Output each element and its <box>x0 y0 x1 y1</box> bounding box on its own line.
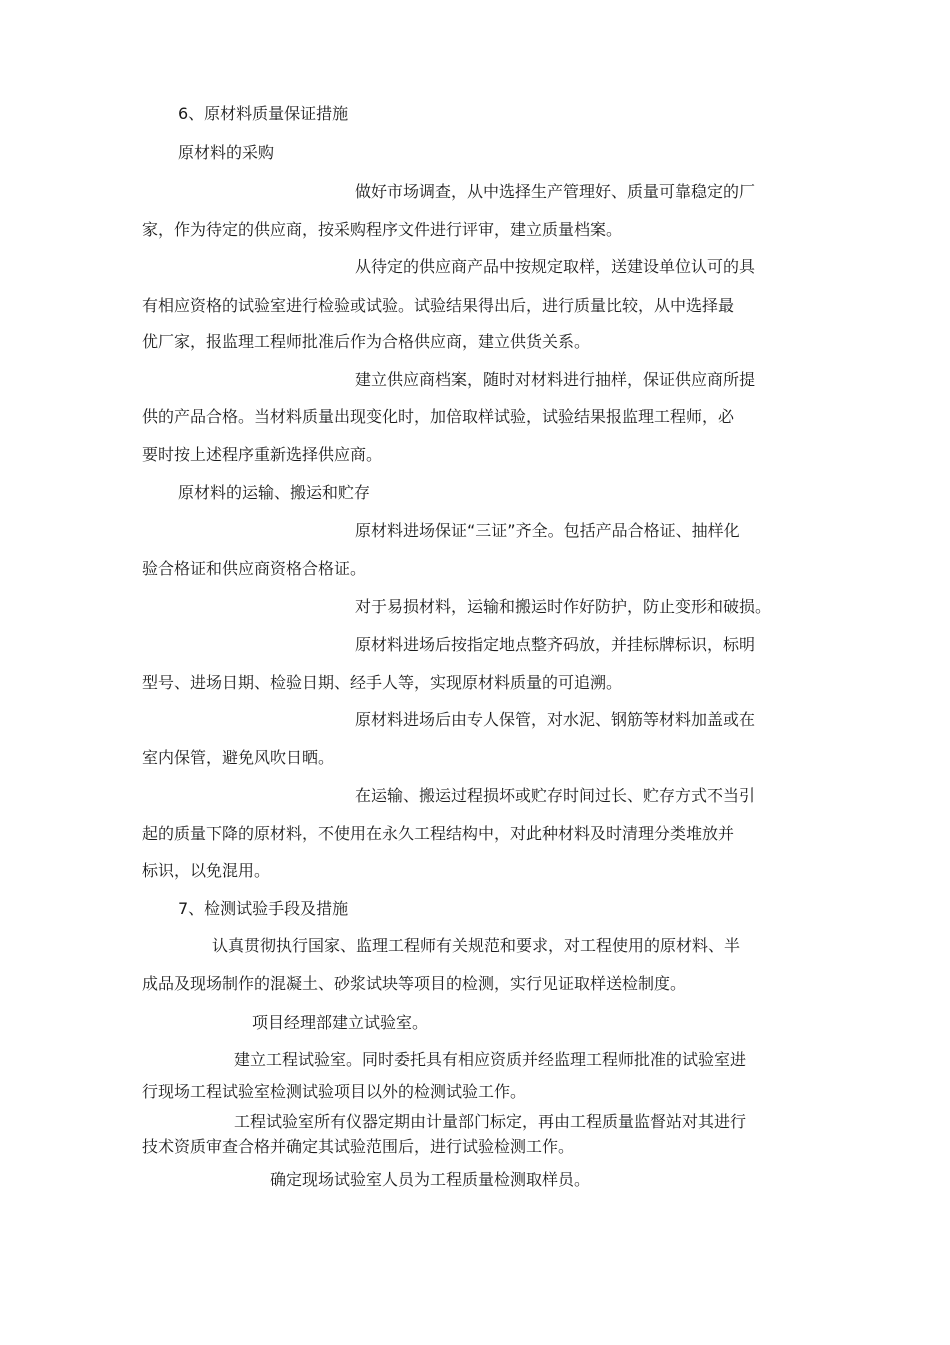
paragraph-line: 工程试验室所有仪器定期由计量部门标定，再由工程质量监督站对其进行 <box>234 1112 747 1131</box>
paragraph-line: 验合格证和供应商资格合格证。 <box>142 559 367 578</box>
paragraph-line: 标识，以免混用。 <box>142 861 271 880</box>
subsection-transport-title: 原材料的运输、搬运和贮存 <box>178 483 371 502</box>
paragraph-line: 从待定的供应商产品中按规定取样，送建设单位认可的具 <box>355 257 756 276</box>
paragraph-line: 建立工程试验室。同时委托具有相应资质并经监理工程师批准的试验室进 <box>234 1050 747 1069</box>
paragraph-line: 认真贯彻执行国家、监理工程师有关规范和要求，对工程使用的原材料、半 <box>212 936 741 955</box>
paragraph-line: 起的质量下降的原材料，不使用在永久工程结构中，对此种材料及时清理分类堆放并 <box>142 824 735 843</box>
paragraph-line: 项目经理部建立试验室。 <box>252 1013 429 1032</box>
subsection-purchase-title: 原材料的采购 <box>178 143 275 162</box>
section-6-heading: 6、原材料质量保证措施 <box>178 104 349 123</box>
paragraph-line: 有相应资格的试验室进行检验或试验。试验结果得出后，进行质量比较，从中选择最 <box>142 296 735 315</box>
paragraph-line: 家，作为待定的供应商，按采购程序文件进行评审，建立质量档案。 <box>142 220 623 239</box>
paragraph-line: 确定现场试验室人员为工程质量检测取样员。 <box>270 1170 591 1189</box>
paragraph-line: 原材料进场后由专人保管，对水泥、钢筋等材料加盖或在 <box>355 710 756 729</box>
paragraph-line: 室内保管，避免风吹日晒。 <box>142 748 335 767</box>
paragraph-line: 做好市场调查，从中选择生产管理好、质量可靠稳定的厂 <box>355 182 756 201</box>
paragraph-line: 对于易损材料，运输和搬运时作好防护，防止变形和破损。 <box>355 597 772 616</box>
paragraph-line: 建立供应商档案，随时对材料进行抽样，保证供应商所提 <box>355 370 756 389</box>
paragraph-line: 供的产品合格。当材料质量出现变化时，加倍取样试验，试验结果报监理工程师，必 <box>142 407 735 426</box>
paragraph-line: 行现场工程试验室检测试验项目以外的检测试验工作。 <box>142 1082 527 1101</box>
paragraph-line: 技术资质审查合格并确定其试验范围后，进行试验检测工作。 <box>142 1137 575 1156</box>
paragraph-line: 成品及现场制作的混凝土、砂浆试块等项目的检测，实行见证取样送检制度。 <box>142 974 687 993</box>
paragraph-line: 原材料进场保证“三证”齐全。包括产品合格证、抽样化 <box>355 521 740 540</box>
paragraph-line: 型号、进场日期、检验日期、经手人等，实现原材料质量的可追溯。 <box>142 673 623 692</box>
paragraph-line: 在运输、搬运过程损坏或贮存时间过长、贮存方式不当引 <box>355 786 756 805</box>
paragraph-line: 优厂家，报监理工程师批准后作为合格供应商，建立供货关系。 <box>142 332 591 351</box>
paragraph-line: 要时按上述程序重新选择供应商。 <box>142 445 383 464</box>
section-7-heading: 7、检测试验手段及措施 <box>178 899 349 918</box>
paragraph-line: 原材料进场后按指定地点整齐码放，并挂标牌标识，标明 <box>355 635 756 654</box>
